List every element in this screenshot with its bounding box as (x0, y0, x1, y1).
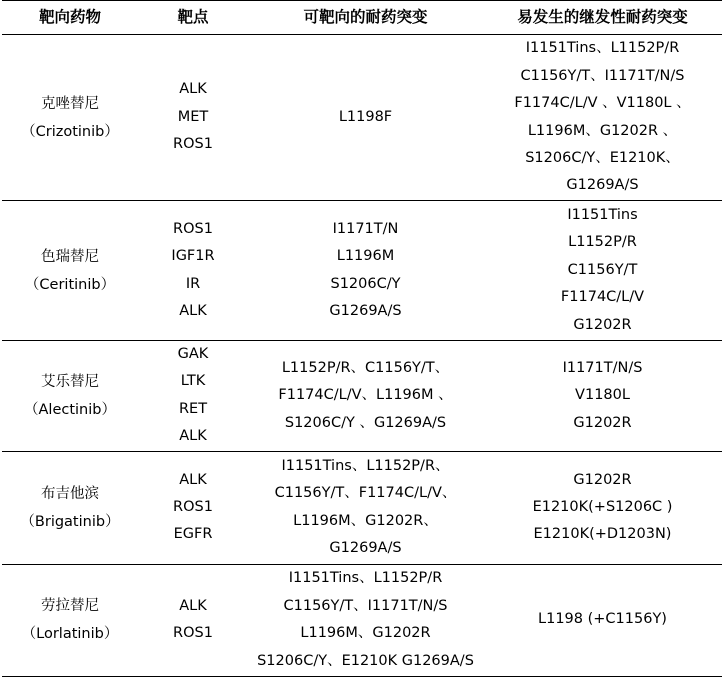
targetable-mutations-cell (248, 341, 483, 452)
mutation-line: C1156Y/T、F1174C/L/V、 (274, 485, 457, 502)
mutation-line: V1180L (575, 387, 630, 404)
targets-cell (138, 341, 248, 452)
targetable-mutations-cell (248, 564, 483, 676)
mutation-line: G1202R (573, 316, 632, 333)
secondary-mutations-cell (483, 451, 722, 564)
header-targetable-mutations: 可靶向的耐药突变 (303, 8, 428, 26)
target-item: ALK (179, 81, 207, 98)
target-item: LTK (180, 373, 206, 390)
header-drug: 靶向药物 (38, 8, 101, 26)
secondary-mutations-cell (483, 201, 722, 341)
mutation-line: I1151Tins、L1152P/R (288, 570, 443, 587)
header-secondary-mutations: 易发生的继发性耐药突变 (517, 8, 688, 26)
targets-cell (138, 564, 248, 676)
target-item: ROS1 (173, 498, 213, 515)
mutation-line: E1210K(+S1206C ) (532, 498, 673, 515)
target-item: ROS1 (173, 625, 213, 642)
drug-name-en: （Alectinib） (24, 401, 116, 418)
drug-name-en: （Crizotinib） (21, 123, 119, 140)
resistance-mutation-table (2, 0, 722, 677)
mutation-line: I1171T/N/S (562, 359, 643, 376)
mutation-line: L1196M、G1202R (300, 625, 431, 642)
target-item: ALK (179, 597, 207, 614)
drug-name-cn: 艾乐替尼 (41, 373, 99, 390)
secondary-mutations-cell (483, 35, 722, 201)
mutation-line: G1269A/S (329, 540, 402, 557)
mutation-line: S1206C/Y (330, 275, 401, 292)
mutation-line: C1156Y/T、I1171T/N/S (520, 67, 685, 84)
mutation-line: L1196M、G1202R 、 (527, 122, 678, 139)
mutation-line: I1151Tins、L1152P/R (525, 40, 680, 57)
drug-name-en: （Lorlatinib） (21, 626, 119, 643)
table-row (2, 564, 722, 676)
mutation-line: S1206C/Y 、G1269A/S (284, 414, 447, 431)
targets-cell (138, 451, 248, 564)
secondary-mutations-cell (483, 564, 722, 676)
mutation-line: I1151Tins、L1152P/R、 (281, 457, 450, 474)
target-item: IGF1R (171, 248, 215, 265)
drug-cell (2, 451, 138, 564)
mutation-line: E1210K(+D1203N) (533, 526, 672, 543)
target-item: ALK (179, 471, 207, 488)
mutation-line: L1196M、G1202R、 (293, 512, 438, 529)
targets-cell (138, 201, 248, 341)
drug-name-cn: 克唑替尼 (41, 95, 99, 112)
target-item: GAK (177, 346, 209, 362)
drug-cell (2, 341, 138, 452)
table-header-row (2, 1, 722, 35)
mutation-line: S1206C/Y、E1210K G1269A/S (257, 652, 474, 669)
target-item: RET (178, 400, 208, 417)
mutation-line: F1174C/L/V、L1196M 、 (278, 387, 453, 404)
drug-cell (2, 35, 138, 201)
secondary-mutations-cell (483, 341, 722, 452)
targets-cell (138, 35, 248, 201)
drug-name-cn: 劳拉替尼 (41, 598, 99, 615)
mutation-line: L1152P/R (568, 234, 637, 251)
targetable-mutations-cell (248, 201, 483, 341)
target-item: EGFR (173, 526, 213, 543)
mutation-line: I1151Tins (567, 206, 638, 223)
table-row (2, 341, 722, 452)
drug-name-en: （Brigatinib） (20, 513, 120, 530)
mutation-line: L1198 (+C1156Y) (538, 611, 667, 628)
mutation-line: I1171T/N (332, 220, 399, 237)
mutation-line: S1206C/Y、E1210K、 (525, 149, 680, 166)
targetable-mutations-cell (248, 35, 483, 201)
table-body (2, 35, 722, 677)
mutation-line: L1196M (336, 248, 395, 265)
mutation-line: C1156Y/T (567, 261, 638, 278)
mutation-line: G1202R (573, 414, 632, 431)
drug-cell (2, 201, 138, 341)
drug-name-cn: 布吉他滨 (41, 485, 99, 502)
mutation-line: F1174C/L/V 、V1180L 、 (514, 95, 691, 112)
target-item: ROS1 (173, 136, 213, 153)
mutation-line: L1198F (338, 108, 393, 125)
target-item: MET (177, 108, 209, 125)
mutation-line: G1269A/S (566, 177, 639, 194)
table-row (2, 451, 722, 564)
mutation-line: F1174C/L/V (560, 289, 645, 306)
mutation-line: L1152P/R、C1156Y/T、 (281, 359, 450, 376)
mutation-line: G1269A/S (329, 302, 402, 319)
target-item: ALK (179, 428, 207, 445)
drug-name-cn: 色瑞替尼 (41, 248, 99, 265)
drug-name-en: （Ceritinib） (24, 276, 116, 293)
target-item: ROS1 (173, 220, 213, 237)
target-item: ALK (179, 302, 207, 319)
targetable-mutations-cell (248, 451, 483, 564)
table-row (2, 35, 722, 201)
mutation-line: C1156Y/T、I1171T/N/S (283, 597, 448, 614)
drug-cell (2, 564, 138, 676)
mutation-line: G1202R (573, 471, 632, 488)
table-row (2, 201, 722, 341)
target-item: IR (185, 275, 201, 292)
header-target: 靶点 (177, 8, 209, 26)
